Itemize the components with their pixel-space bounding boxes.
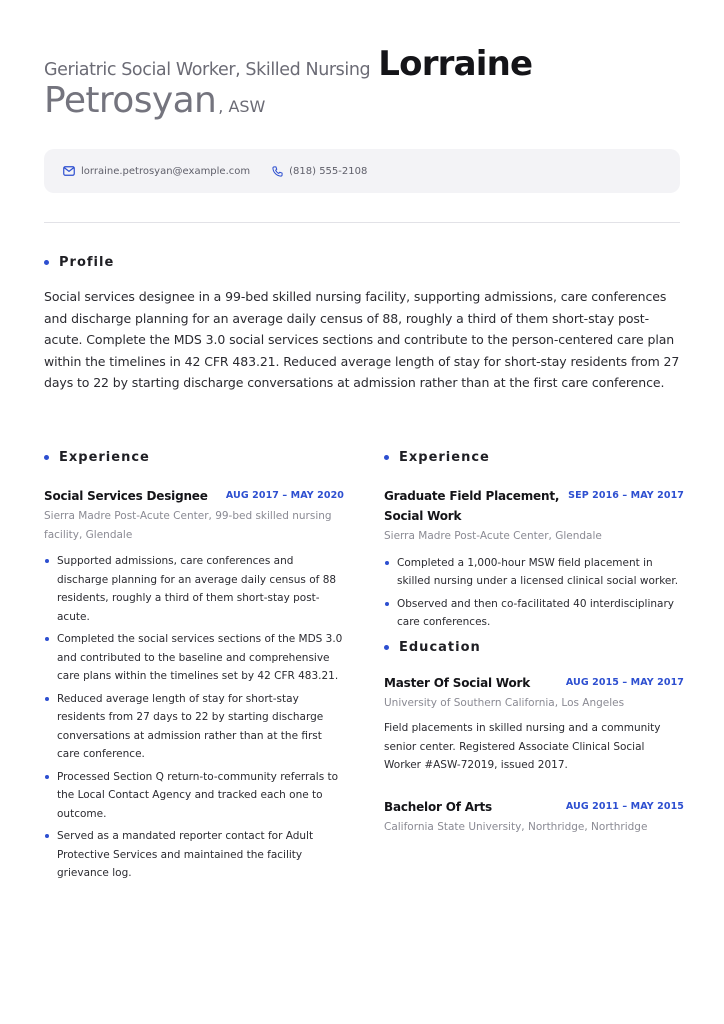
left-column (44, 450, 344, 887)
education-header (384, 673, 684, 693)
job-bullets (44, 552, 344, 883)
contact-bar (44, 149, 680, 193)
section-bullet-icon (384, 645, 389, 650)
job-organization (44, 507, 344, 544)
contact-phone[interactable] (272, 166, 367, 177)
education-heading (384, 640, 684, 655)
job-role: Geriatric Social Worker, Skilled Nursing (44, 60, 371, 80)
org-name: Sierra Madre Post-Acute Center, (384, 530, 552, 542)
degree-title: Bachelor Of Arts (384, 799, 492, 814)
experience-heading-right (384, 450, 684, 465)
last-name: Petrosyan (44, 80, 217, 121)
profile-heading (44, 255, 684, 270)
email-text: lorraine.petrosyan@example.com (81, 165, 251, 177)
right-column (384, 450, 684, 836)
list-item: Served as a mandated reporter contact for Adult Protective Services and maintained the facility grievance log. (44, 827, 344, 883)
list-item: Completed the social services sections of the MDS 3.0 and contributed to the baseline and comprehensive care plans within the timelines set by 42 CFR 483.21. (44, 630, 344, 686)
school (384, 818, 684, 837)
credential-suffix: , ASW (218, 97, 266, 116)
education-dates: AUG 2011 – MAY 2015 (565, 800, 684, 812)
education-dates: AUG 2015 – MAY 2017 (565, 676, 684, 688)
list-item: Observed and then co-facilitated 40 interdisciplinary care conferences. (384, 595, 684, 632)
job-title: Social Services Designee (44, 489, 208, 503)
org-city: Glendale (82, 528, 133, 541)
profile-title: Profile (59, 255, 115, 270)
resume-header (44, 44, 684, 121)
list-item: Supported admissions, care conferences and discharge planning for an average daily census of 88 residents, roughly a third of them short-stay post-acute. (44, 552, 344, 626)
experience-heading-left (44, 450, 344, 465)
job-title: Graduate Field Placement, Social Work (384, 489, 560, 523)
school-name: California State University, Northridge, (384, 820, 588, 833)
org-name: Sierra Madre Post-Acute Center, 99-bed skilled nursing facility, (44, 510, 332, 541)
org-city: Glendale (551, 530, 602, 542)
school (384, 694, 684, 713)
profile-text: Social services designee in a 99-bed skilled nursing facility, supporting admissions, care conferences and discharge planning for an average daily census of 88, roughly a third of them short-stay post-acute. Complete the MDS 3.0 social services sections and contribute to the person-centered care plan within the timelines in 42 CFR 483.21. Reduced average length of stay for short-stay residents from 27 days to 22 by starting discharge conversations at admission rather than at the first care conference. (44, 289, 680, 391)
section-bullet-icon (384, 455, 389, 460)
degree-title: Master Of Social Work (384, 675, 531, 690)
job-header (44, 486, 344, 506)
header-line-2 (44, 80, 684, 121)
job-dates: AUG 2017 – MAY 2020 (225, 490, 344, 501)
job-entry (44, 486, 344, 883)
job-bullets (384, 554, 684, 632)
job-organization (384, 527, 684, 546)
first-name: Lorraine (378, 44, 533, 84)
phone-icon (272, 166, 283, 177)
section-bullet-icon (44, 260, 49, 265)
contact-email[interactable] (63, 166, 250, 177)
job-entry (384, 486, 684, 632)
profile-section (44, 255, 684, 394)
job-dates: SEP 2016 – MAY 2017 (568, 490, 684, 501)
school-city: Los Angeles (558, 696, 625, 709)
education-description: Field placements in skilled nursing and a community senior center. Registered Associate Clinical Social Worker #ASW-72019, issued 2017. (384, 722, 661, 771)
section-bullet-icon (44, 455, 49, 460)
experience-title: Experience (59, 450, 150, 465)
education-entry (384, 673, 684, 775)
list-item: Reduced average length of stay for short-stay residents from 27 days to 22 by starting discharge conversations at admission rather than at the first care conference. (44, 690, 344, 764)
job-header (384, 486, 684, 526)
list-item: Processed Section Q return-to-community referrals to the Local Contact Agency and tracked each one to outcome. (44, 768, 344, 824)
header-line-1 (44, 44, 684, 84)
phone-text: (818) 555-2108 (289, 165, 368, 177)
school-city: Northridge (587, 820, 648, 833)
education-title: Education (399, 639, 481, 655)
experience-title: Experience (399, 450, 490, 465)
education-entry (384, 797, 684, 837)
school-name: University of Southern California, (384, 696, 559, 709)
list-item: Completed a 1,000-hour MSW field placement in skilled nursing under a licensed clinical social worker. (384, 554, 684, 591)
mail-icon (63, 166, 75, 176)
header-divider (44, 222, 680, 223)
education-header (384, 797, 684, 817)
